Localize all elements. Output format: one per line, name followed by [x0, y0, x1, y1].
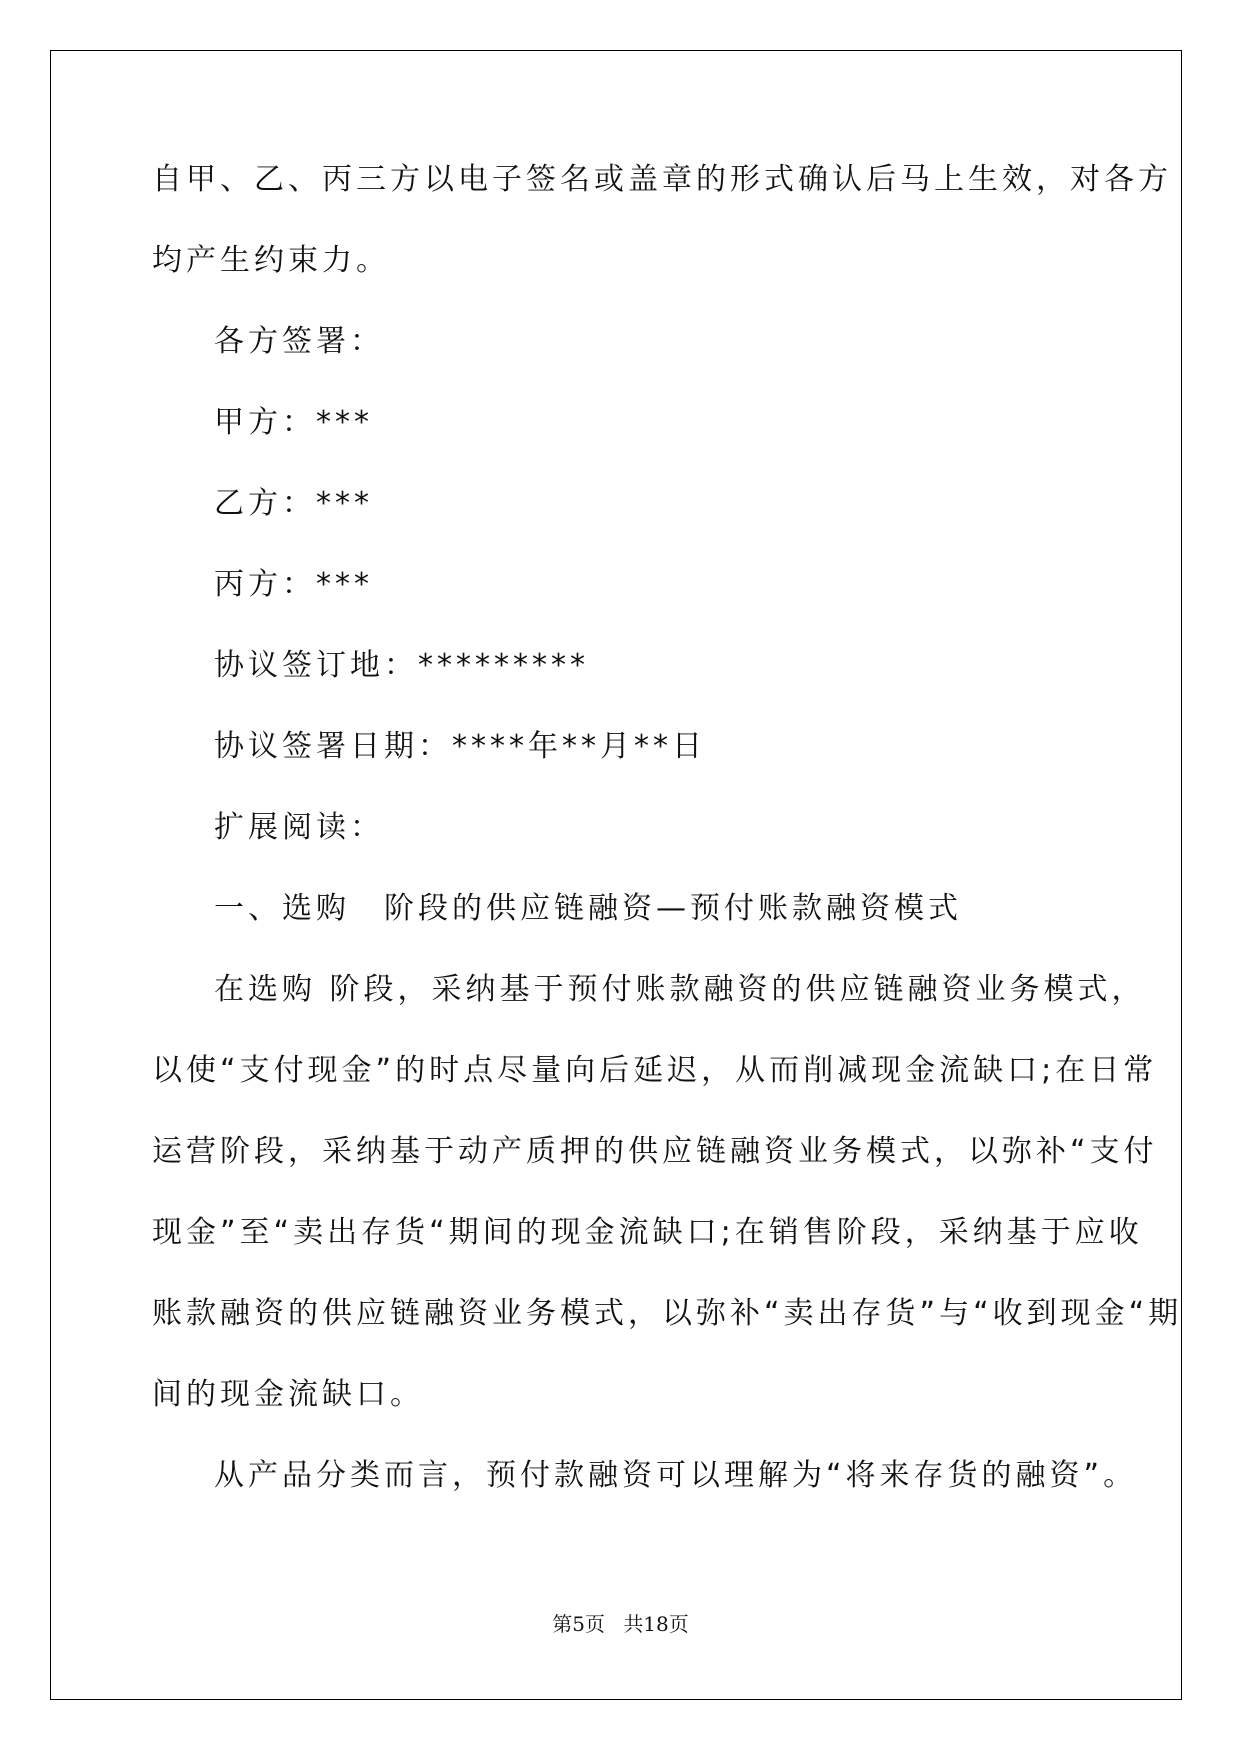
paragraph-line: 现金”至“卖出存货“期间的现金流缺口;在销售阶段，采纳基于应收: [152, 1215, 1143, 1250]
page-footer: [0, 1608, 1241, 1637]
party-a-line: 甲方：***: [214, 405, 373, 440]
paragraph-line: 运营阶段，采纳基于动产质押的供应链融资业务模式，以弥补“支付: [152, 1134, 1158, 1169]
page-number: 第5页: [552, 1612, 605, 1636]
paragraph-line: 均产生约束力。: [152, 243, 390, 278]
paragraph-line: 间的现金流缺口。: [152, 1377, 424, 1412]
signature-heading: 各方签署：: [214, 324, 384, 359]
party-b-line: 乙方：***: [214, 486, 373, 521]
paragraph-line: 账款融资的供应链融资业务模式，以弥补“卖出存货”与“收到现金“期: [152, 1296, 1183, 1331]
extended-reading-heading: 扩展阅读：: [214, 810, 384, 845]
signing-place-line: 协议签订地：*********: [214, 648, 589, 683]
paragraph-line: 从产品分类而言，预付款融资可以理解为“将来存货的融资”。: [214, 1458, 1138, 1493]
signing-date-line: 协议签署日期：****年**月**日: [214, 729, 706, 764]
party-c-line: 丙方：***: [214, 567, 373, 602]
paragraph-line: 在选购 阶段，采纳基于预付账款融资的供应链融资业务模式，: [214, 972, 1146, 1007]
paragraph-line: 以使“支付现金”的时点尽量向后延迟，从而削减现金流缺口;在日常: [152, 1053, 1158, 1088]
section-heading: 一、选购 阶段的供应链融资—预付账款融资模式: [214, 891, 962, 926]
page-total: 共18页: [623, 1612, 689, 1636]
document-body: [152, 160, 1183, 1537]
paragraph-line: 自甲、乙、丙三方以电子签名或盖章的形式确认后马上生效，对各方: [152, 162, 1172, 197]
